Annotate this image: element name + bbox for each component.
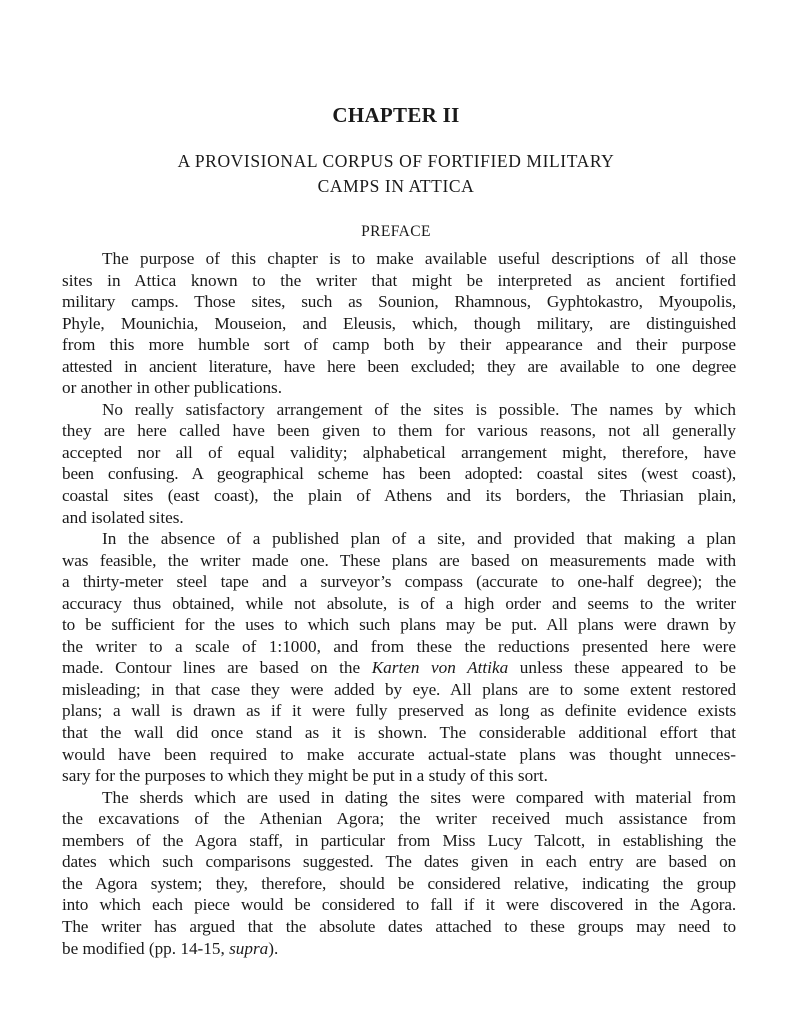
- text-line: been confusing. A geographical scheme has been adopted: coastal sites (west coast),: [62, 464, 736, 484]
- text-line: or another in other publications.: [62, 378, 283, 398]
- text-line: [62, 938, 736, 960]
- text-line: from this more humble sort of camp both by their appearance and their purpose: [62, 335, 736, 355]
- text-line: The purpose of this chapter is to make available useful descriptions of all those: [102, 249, 736, 268]
- text-line: In the absence of a published plan of a site, and provided that making a plan: [102, 529, 736, 549]
- text-line: a thirty-meter steel tape and a surveyor’s compass (accurate to one-half degree); the: [62, 572, 736, 592]
- text-line: The writer has argued that the absolute dates attached to these groups may need to: [62, 916, 736, 936]
- paragraph: [62, 528, 736, 787]
- text-line: would have been required to make accurate actual-state plans was thought unneces-: [62, 744, 736, 764]
- paragraph: [62, 787, 736, 959]
- text-line: sary for the purposes to which they might be put in a study of this sort.: [62, 766, 548, 786]
- chapter-title-line: A PROVISIONAL CORPUS OF FORTIFIED MILITARY: [177, 151, 615, 171]
- text-fragment: made. Contour lines are based on the: [62, 658, 372, 678]
- text-fragment: ).: [268, 938, 279, 958]
- italic-reference: supra: [229, 938, 269, 958]
- text-line: Phyle, Mounichia, Mouseion, and Eleusis, which, though military, are distinguished: [62, 313, 736, 333]
- chapter-title-line: CAMPS IN ATTICA: [317, 176, 475, 196]
- chapter-label: CHAPTER II: [332, 103, 460, 127]
- text-line: [62, 657, 736, 679]
- chapter-title: [0, 149, 792, 199]
- text-line: The sherds which are used in dating the sites were compared with material from: [102, 787, 736, 807]
- text-line: the writer to a scale of 1:1000, and from these the reductions presented here were: [62, 636, 736, 656]
- paragraph: [62, 399, 736, 528]
- text-line: members of the Agora staff, in particular from Miss Lucy Talcott, in establishing the: [62, 830, 736, 850]
- text-fragment: be modified (pp. 14-15,: [62, 938, 230, 958]
- text-line: to be sufficient for the uses to which such plans may be put. All plans were drawn by: [62, 615, 736, 635]
- text-line: plans; a wall is drawn as if it were fully preserved as long as definite evidence exists: [62, 701, 736, 721]
- text-line: the excavations of the Athenian Agora; the writer received much assistance from: [62, 809, 736, 829]
- text-line: they are here called have been given to them for various reasons, not all generally: [62, 421, 736, 441]
- paragraph: [62, 248, 736, 399]
- text-line: military camps. Those sites, such as Sounion, Rhamnous, Gyphtokastro, Myoupolis,: [62, 292, 736, 312]
- text-fragment: unless these appeared to be: [508, 658, 736, 678]
- text-line: misleading; in that case they were added by eye. All plans are to some extent restored: [62, 679, 736, 699]
- text-line: accuracy thus obtained, while not absolute, is of a high order and seems to the writer: [62, 593, 736, 613]
- italic-title: Karten von Attika: [371, 658, 509, 678]
- text-line: coastal sites (east coast), the plain of Athens and its borders, the Thriasian plain,: [62, 486, 736, 506]
- text-line: No really satisfactory arrangement of the sites is possible. The names by which: [102, 399, 736, 419]
- text-line: into which each piece would be considered to fall if it were discovered in the Agora.: [62, 895, 736, 915]
- text-line: dates which such comparisons suggested. The dates given in each entry are based on: [62, 852, 736, 872]
- text-line: the Agora system; they, therefore, should be considered relative, indicating the group: [62, 873, 736, 893]
- text-line: sites in Attica known to the writer that might be interpreted as ancient fortified: [62, 270, 736, 290]
- text-line: attested in ancient literature, have here been excluded; they are available to one degree: [62, 356, 736, 376]
- text-line: was feasible, the writer made one. These plans are based on measurements made with: [62, 550, 736, 570]
- body-text: [62, 248, 736, 959]
- text-line: that the wall did once stand as it is shown. The considerable additional effort that: [62, 723, 736, 743]
- section-heading: PREFACE: [361, 223, 431, 240]
- text-line: accepted nor all of equal validity; alphabetical arrangement might, therefore, have: [62, 442, 736, 462]
- text-line: and isolated sites.: [62, 507, 184, 527]
